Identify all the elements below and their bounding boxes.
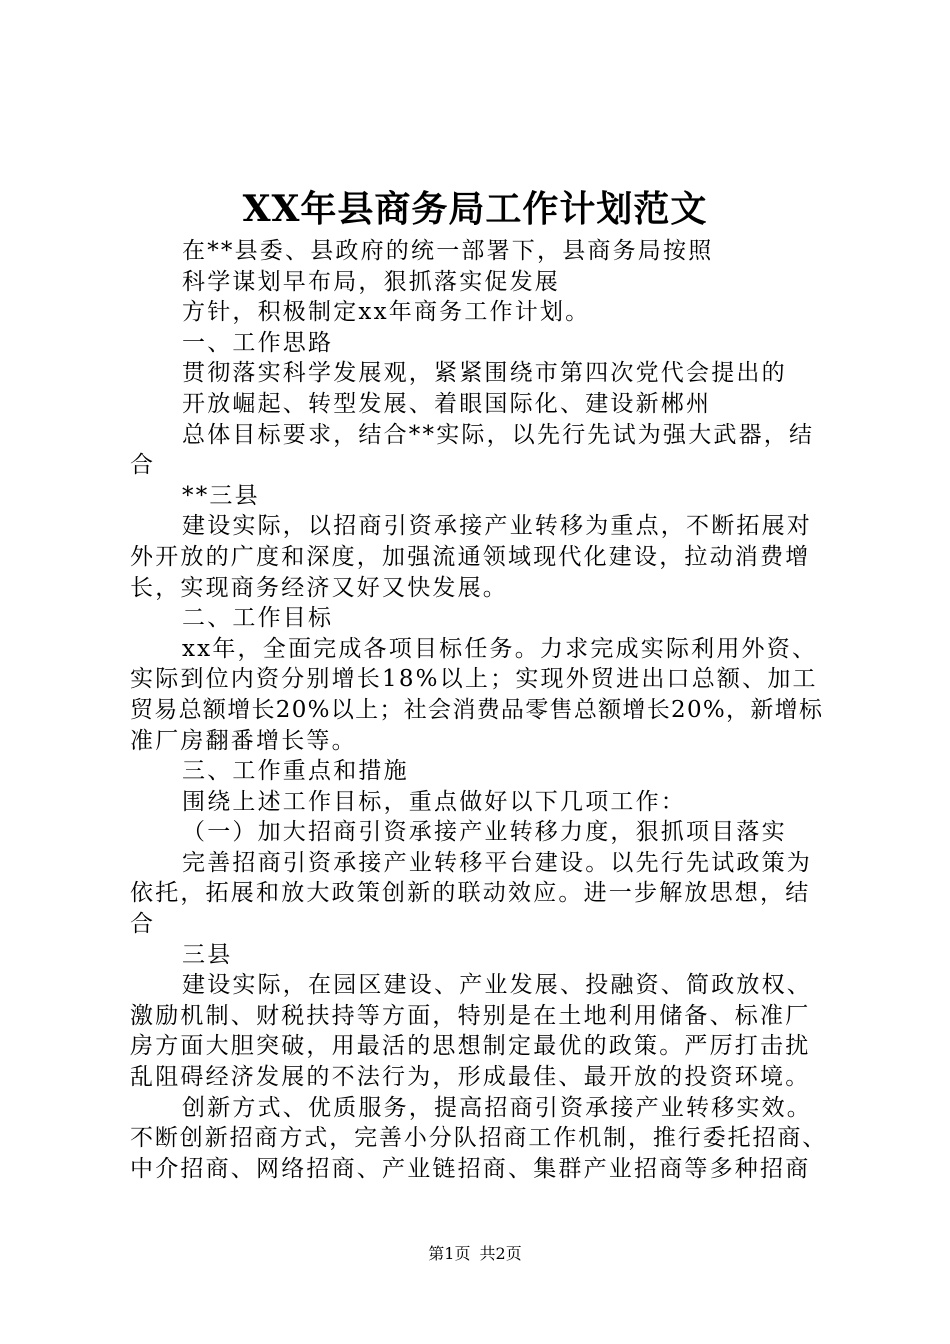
body-line: 实际到位内资分别增长18%以上；实现外贸进出口总额、加工 — [130, 666, 818, 693]
body-line: 创新方式、优质服务，提高招商引资承接产业转移实效。 — [182, 1094, 812, 1121]
body-line: 三县 — [182, 941, 233, 968]
body-line: 长，实现商务经济又好又快发展。 — [130, 574, 508, 601]
body-line: 总体目标要求，结合**实际，以先行先试为强大武器，结 — [182, 421, 815, 448]
page-footer — [0, 1242, 950, 1266]
document-body — [130, 236, 830, 1184]
body-line: （一）加大招商引资承接产业转移力度，狠抓项目落实 — [182, 819, 787, 846]
body-line: 依托，拓展和放大政策创新的联动效应。进一步解放思想，结 — [130, 880, 811, 907]
body-line: 一、工作思路 — [182, 329, 334, 356]
body-line: 建设实际，在园区建设、产业发展、投融资、简政放权、 — [182, 972, 812, 999]
body-line: 完善招商引资承接产业转移平台建设。以先行先试政策为 — [182, 849, 812, 876]
body-line: xx年，全面完成各项目标任务。力求完成实际利用外资、 — [182, 635, 818, 662]
body-line: 二、工作目标 — [182, 605, 334, 632]
body-line: 建设实际，以招商引资承接产业转移为重点，不断拓展对 — [182, 513, 812, 540]
body-line: 在**县委、县政府的统一部署下，县商务局按照 — [182, 238, 714, 264]
body-line: 开放崛起、转型发展、着眼国际化、建设新郴州 — [182, 390, 712, 417]
body-line: 合 — [130, 452, 156, 479]
body-line: 方针，积极制定xx年商务工作计划。 — [182, 299, 591, 326]
body-line: 合 — [130, 911, 156, 938]
body-line: 房方面大胆突破，用最活的思想制定最优的政策。严厉打击扰 — [130, 1033, 811, 1060]
body-line: 贸易总额增长20%以上；社会消费品零售总额增长20%，新增标 — [130, 696, 824, 723]
body-line: 贯彻落实科学发展观，紧紧围绕市第四次党代会提出的 — [182, 360, 787, 387]
body-line: 乱阻碍经济发展的不法行为，形成最佳、最开放的投资环境。 — [130, 1064, 811, 1091]
page-number-total: 共2页 — [479, 1244, 522, 1263]
body-line: 外开放的广度和深度，加强流通领域现代化建设，拉动消费增 — [130, 543, 811, 570]
body-line: 科学谋划早布局，狠抓落实促发展 — [182, 268, 560, 295]
body-line: 激励机制、财税扶持等方面，特别是在土地利用储备、标准厂 — [130, 1002, 811, 1029]
body-line: 准厂房翻番增长等。 — [130, 727, 357, 754]
body-line: 中介招商、网络招商、产业链招商、集群产业招商等多种招商 — [130, 1155, 811, 1182]
body-line: 围绕上述工作目标，重点做好以下几项工作： — [182, 788, 686, 815]
document-title: XX年县商务局工作计划范文 — [242, 188, 708, 230]
body-line: **三县 — [182, 482, 260, 509]
page-number-current: 第1页 — [428, 1244, 471, 1263]
body-line: 不断创新招商方式，完善小分队招商工作机制，推行委托招商、 — [130, 1125, 828, 1152]
body-line: 三、工作重点和措施 — [182, 758, 409, 785]
